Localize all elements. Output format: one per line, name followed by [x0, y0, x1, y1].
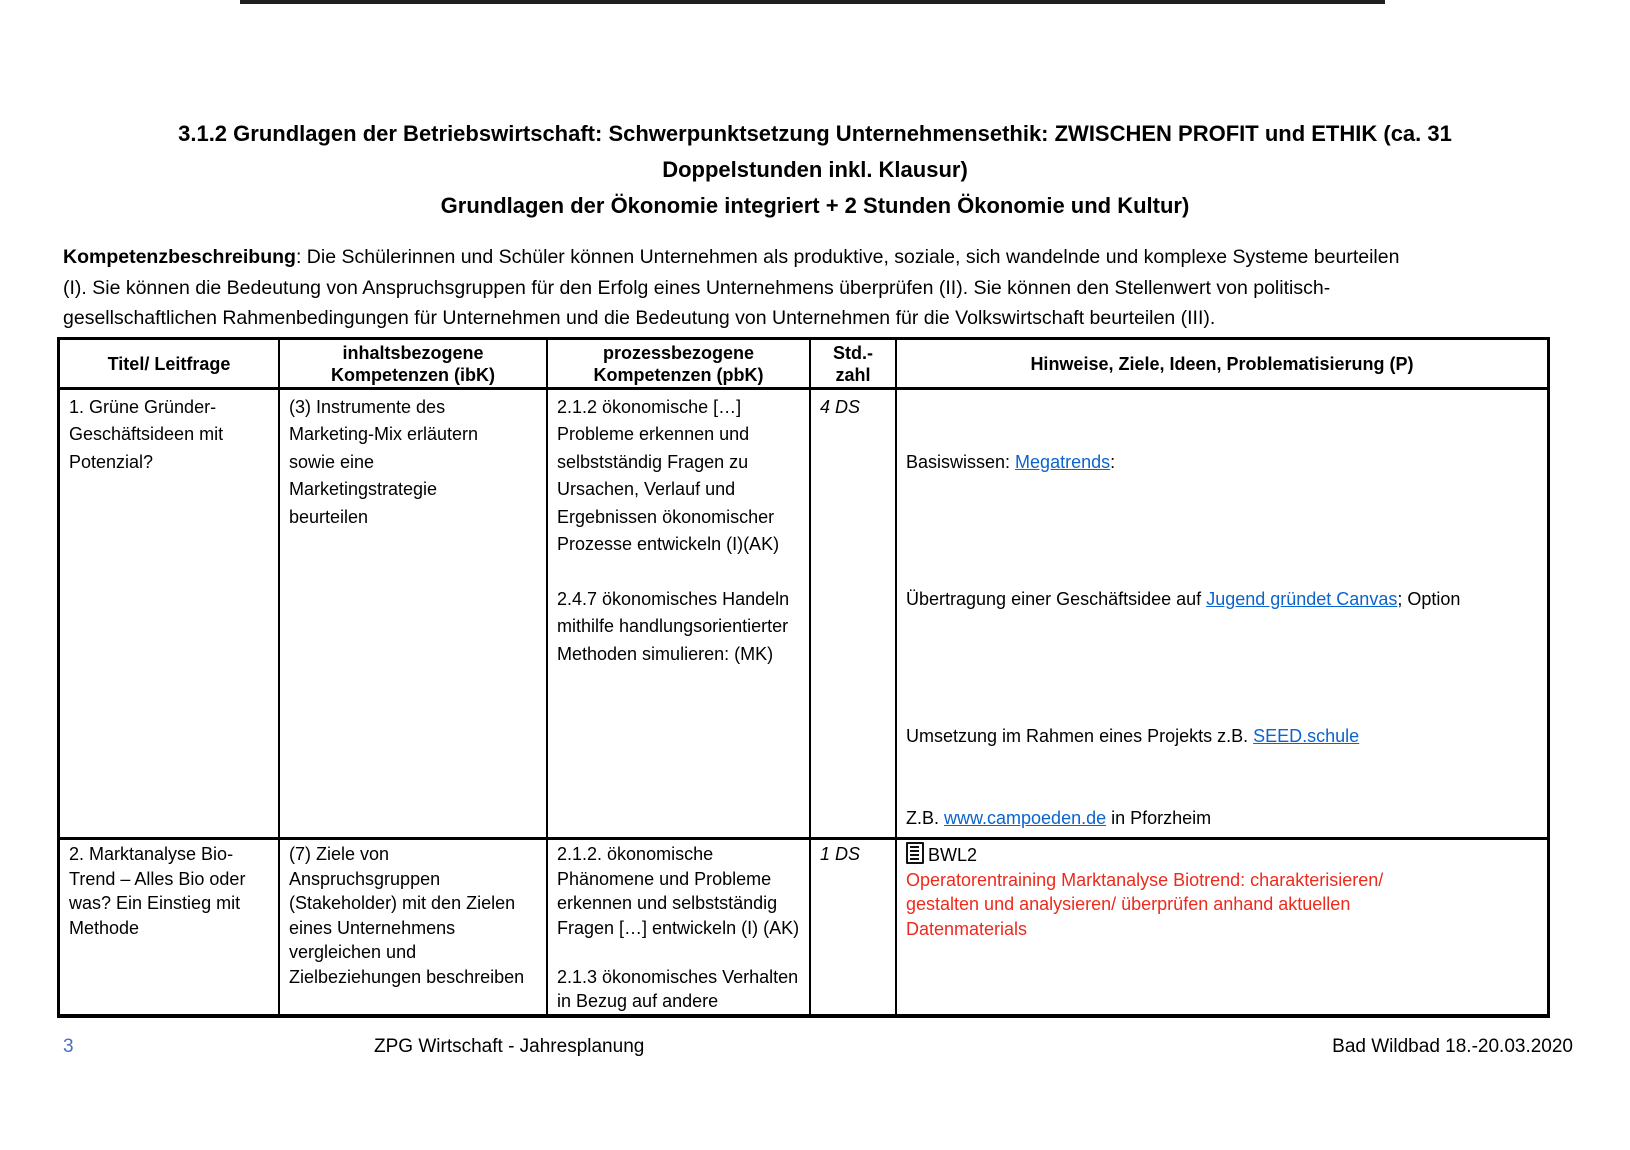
cell-row1-titel: 1. Grüne Gründer- Geschäftsideen mit Potenzial?	[60, 390, 280, 840]
cell-row1-stundenzahl: 4 DS	[811, 390, 897, 840]
cell-row1-pbk: 2.1.2 ökonomische […] Probleme erkennen und selbstständig Fragen zu Ursachen, Verlauf und Ergebnissen ökonomischer Prozesse entwickeln (I)(AK) 2.4.7 ökonomisches Handeln mithilfe handlungsorientierter Methoden simulieren: (MK)	[548, 390, 811, 840]
cell-row1-ibk: (3) Instrumente des Marketing-Mix erläutern sowie eine Marketingstrategie beurteilen	[280, 390, 548, 840]
title-line-3: Grundlagen der Ökonomie integriert + 2 Stunden Ökonomie und Kultur)	[440, 193, 1190, 218]
footer-document-name: ZPG Wirtschaft - Jahresplanung	[374, 1036, 645, 1057]
footer-location-date: Bad Wildbad 18.-20.03.2020	[1332, 1036, 1573, 1057]
col-header-label: prozessbezogene Kompetenzen (pbK)	[593, 342, 764, 385]
document-icon	[906, 842, 924, 864]
document-title	[0, 116, 1630, 224]
cell-row2-stundenzahl: 1 DS	[811, 840, 897, 1014]
campoeden-link[interactable]: www.campoeden.de	[944, 808, 1107, 829]
megatrends-link[interactable]: Megatrends	[1015, 451, 1111, 472]
col-header-label: Std.-zahl	[833, 342, 873, 385]
previous-page-table-edge	[240, 0, 1385, 4]
title-line-2: Doppelstunden inkl. Klausur)	[662, 157, 968, 182]
col-header-label: Titel/ Leitfrage	[107, 353, 231, 374]
col-header-stundenzahl	[811, 340, 897, 390]
cell-row2-pbk: 2.1.2. ökonomische Phänomene und Probleme erkennen und selbstständig Fragen […] entwickeln (I) (AK) 2.1.3 ökonomisches Verhalten in Bezug auf andere	[548, 840, 811, 1014]
planning-table	[57, 337, 1550, 1018]
page-footer	[0, 1036, 1630, 1066]
col-header-titel-leitfrage	[60, 340, 280, 390]
col-header-label: Hinweise, Ziele, Ideen, Problematisierung (P)	[1030, 353, 1414, 374]
jugend-gruendet-canvas-link[interactable]: Jugend gründet Canvas	[1206, 588, 1398, 609]
col-header-hinweise	[897, 340, 1547, 390]
seed-schule-link[interactable]: SEED.schule	[1253, 725, 1360, 746]
cell-row2-titel: 2. Marktanalyse Bio- Trend – Alles Bio oder was? Ein Einstieg mit Methode	[60, 840, 280, 1014]
col-header-label: inhaltsbezogene Kompetenzen (ibK)	[331, 342, 495, 385]
cell-row1-hinweise: Basiswissen: Megatrends: Übertragung einer Geschäftsidee auf Jugend gründet Canvas; Option Umsetzung im Rahmen eines Projekts z.B. SEED.schule Z.B. www.campoeden.de in Pforzheim	[897, 390, 1547, 840]
cell-row2-ibk: (7) Ziele von Anspruchsgruppen (Stakeholder) mit den Zielen eines Unternehmens vergleichen und Zielbeziehungen beschreiben	[280, 840, 548, 1014]
competence-description: Kompetenzbeschreibung: Die Schülerinnen und Schüler können Unternehmen als produktive, soziale, sich wandelnde und komplexe Systeme beurteilen (I). Sie können die Bedeutung von Anspruchsgruppen für den Erfolg eines Unternehmens überprüfen (II). Sie können den Stellenwert von politisch- gesellschaftlichen Rahmenbedingungen für Unternehmen und die Bedeutung von Unternehmen für die Volkswirtschaft beurteilen (III).	[63, 246, 1400, 329]
title-line-1: 3.1.2 Grundlagen der Betriebswirtschaft: Schwerpunktsetzung Unternehmensethik: ZWISCHEN PROFIT und ETHIK (ca. 31	[178, 121, 1452, 146]
col-header-prozessbezogene-kompetenzen	[548, 340, 811, 390]
page-number: 3	[63, 1036, 74, 1057]
cell-row2-hinweise: BWL2 Operatorentraining Marktanalyse Biotrend: charakterisieren/ gestalten und analysieren/ überprüfen anhand aktuellen Datenmaterials	[897, 840, 1547, 1014]
col-header-inhaltsbezogene-kompetenzen	[280, 340, 548, 390]
